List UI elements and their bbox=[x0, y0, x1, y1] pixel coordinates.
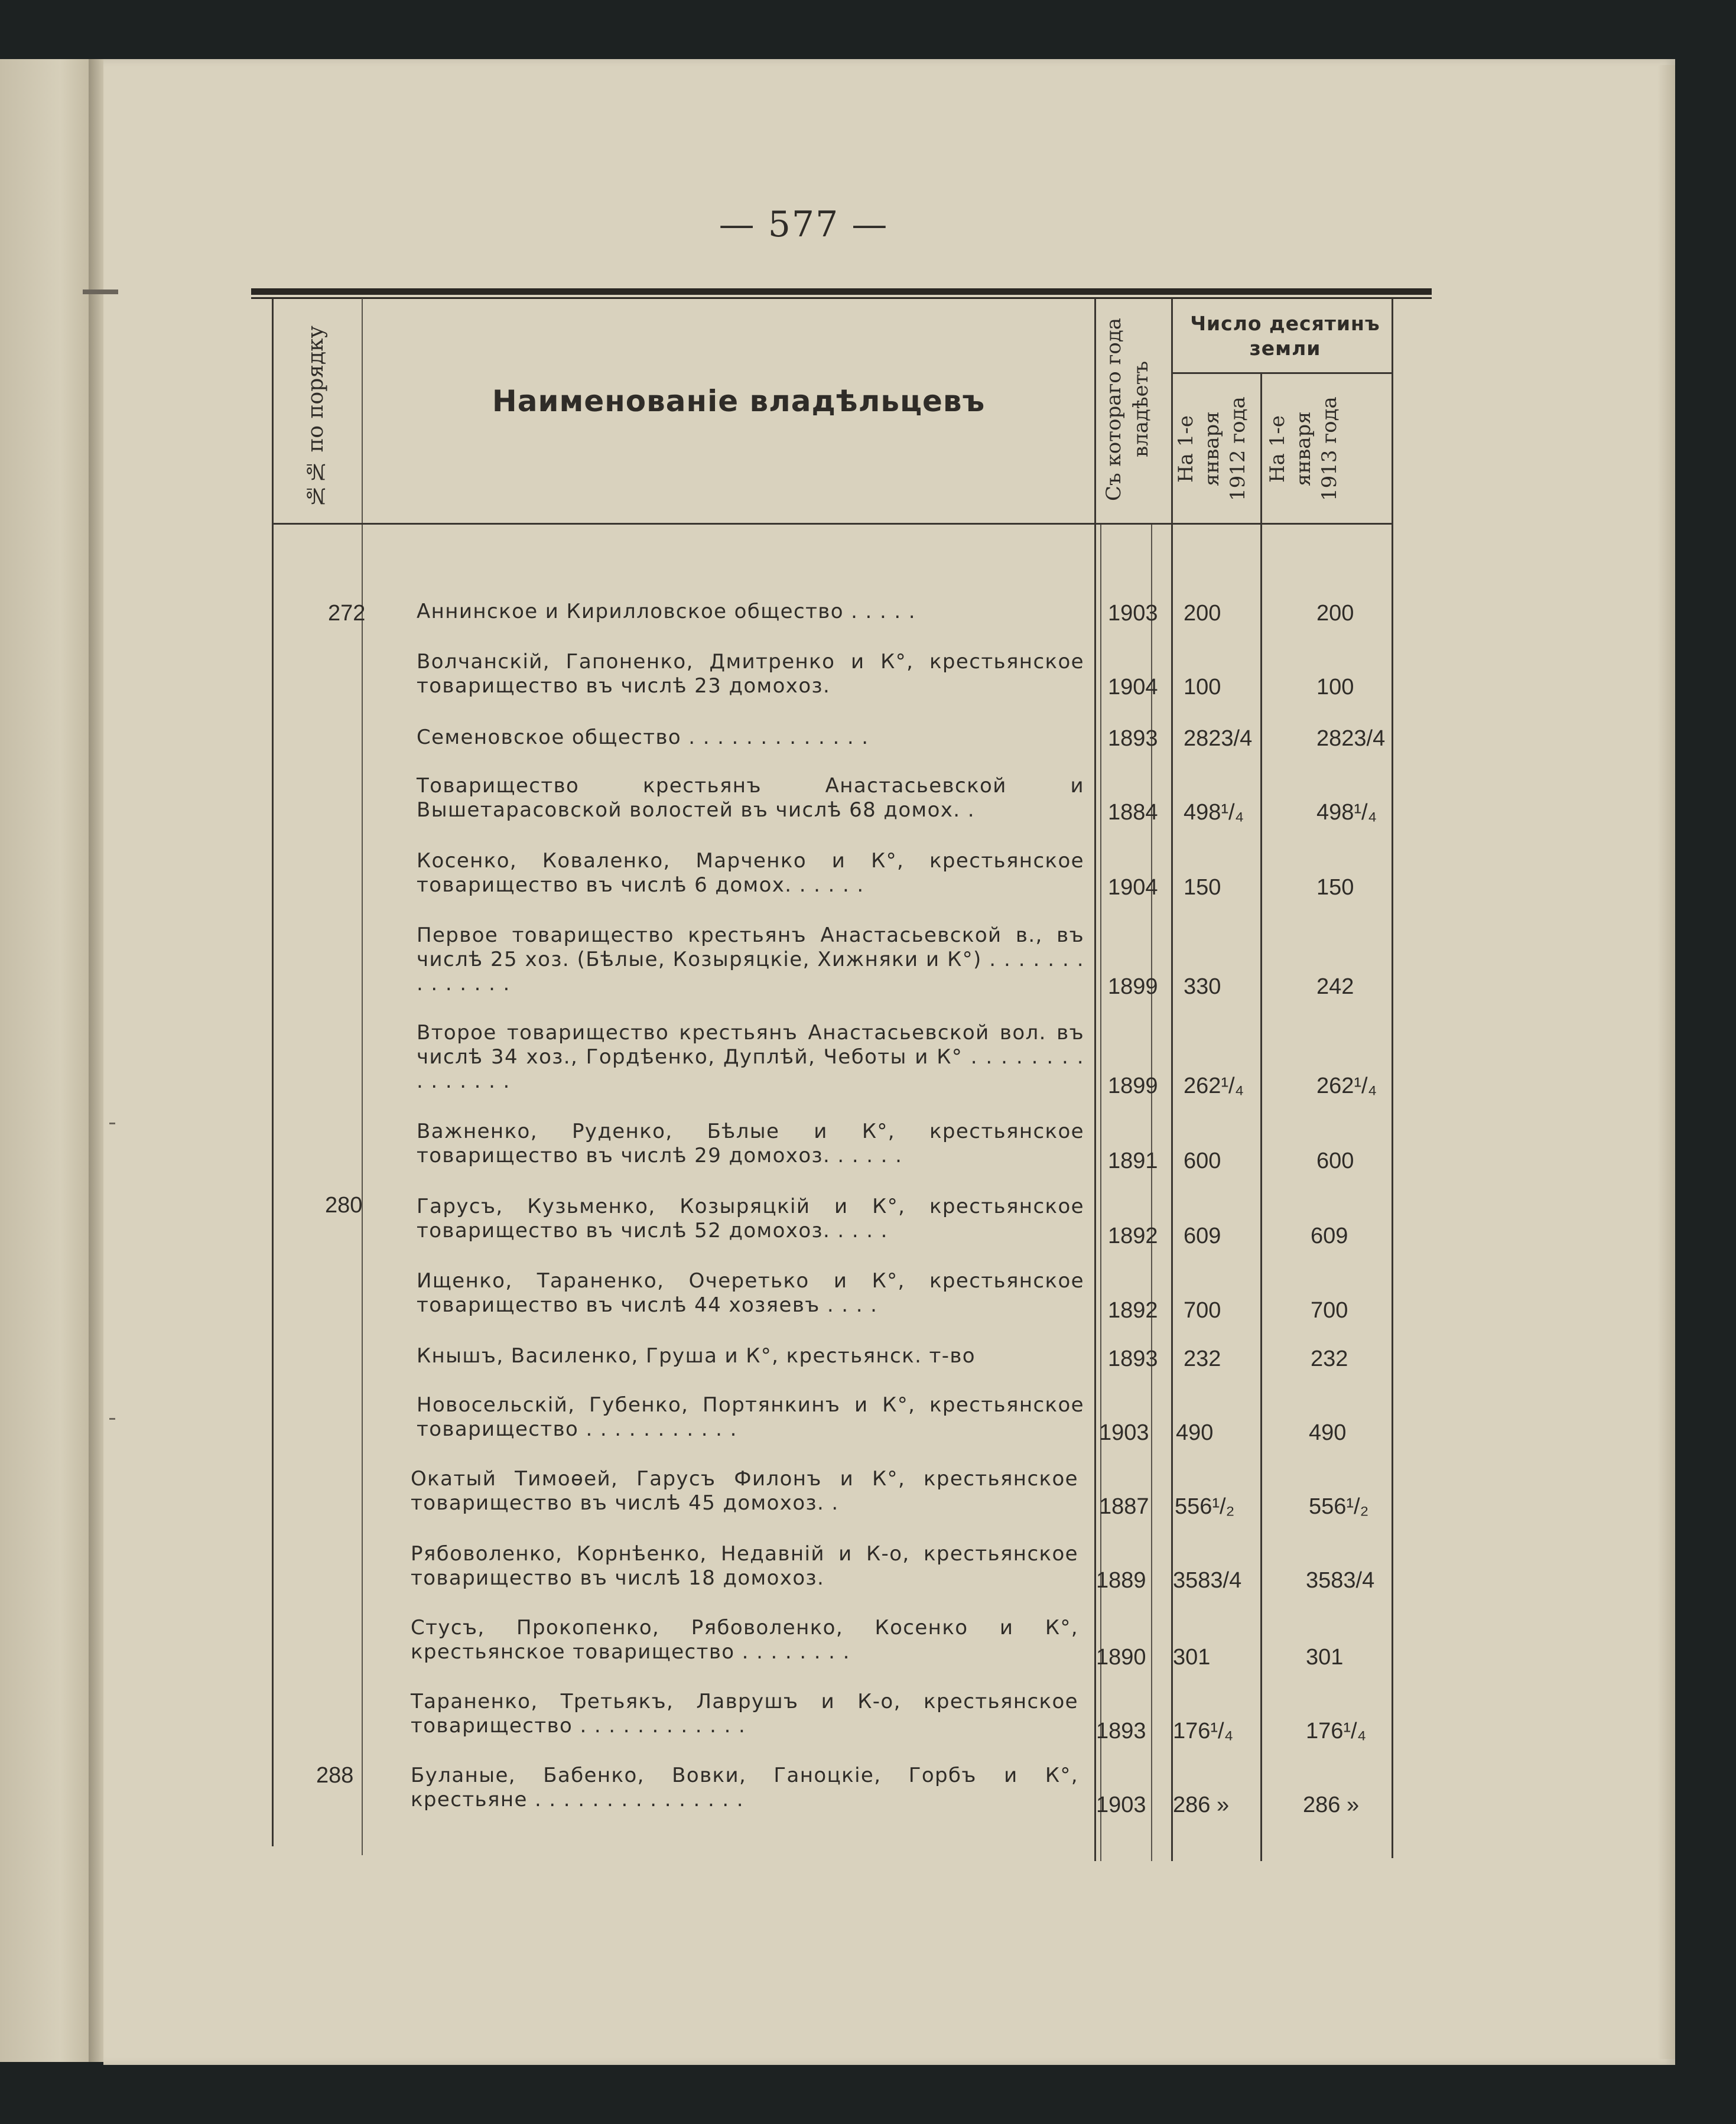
land-1912: 700 bbox=[1184, 1298, 1221, 1323]
land-1913: 242 bbox=[1316, 974, 1354, 999]
owner-name: Новосельскій, Губенко, Портянкинъ и К°, крестьянское товарищество . . . . . . . . . . . bbox=[417, 1393, 1084, 1441]
owner-name: Семеновское общество . . . . . . . . . . . . . bbox=[417, 726, 869, 749]
binding-mark bbox=[83, 290, 118, 294]
table-right-border bbox=[1392, 298, 1393, 1858]
since-year: 1903 bbox=[1096, 1793, 1146, 1817]
land-1912: 600 bbox=[1184, 1149, 1221, 1173]
land-1913: 100 bbox=[1316, 675, 1354, 700]
land-1912: 200 bbox=[1184, 601, 1221, 626]
since-year: 1904 bbox=[1108, 875, 1158, 900]
owner-name: Важненко, Руденко, Бѣлые и К°, крестьянское товарищество въ числѣ 29 домохоз. . . . . . bbox=[417, 1120, 1084, 1167]
page-number: — 577 — bbox=[719, 204, 889, 245]
owner-name: Рябоволенко, Корнѣенко, Недавній и К-о, крестьянское товарищество въ числѣ 18 домохоз. bbox=[411, 1542, 1078, 1590]
land-1913: 556¹/₂ bbox=[1309, 1494, 1369, 1519]
since-year: 1892 bbox=[1108, 1224, 1158, 1248]
row-number: 280 bbox=[325, 1193, 363, 1218]
since-year: 1899 bbox=[1108, 974, 1158, 999]
land-1913: 609 bbox=[1311, 1224, 1348, 1248]
column-rule-name bbox=[1094, 298, 1096, 1861]
land-1912: 286 » bbox=[1173, 1793, 1230, 1817]
land-1913: 176¹/₄ bbox=[1306, 1719, 1367, 1744]
page-edge bbox=[1657, 65, 1675, 2059]
land-1913: 490 bbox=[1309, 1420, 1347, 1445]
land-1912: 3583/4 bbox=[1173, 1568, 1242, 1593]
table-top-rule-thin bbox=[251, 297, 1432, 299]
row-number: 272 bbox=[328, 601, 366, 626]
land-1913: 286 » bbox=[1303, 1793, 1360, 1817]
since-year: 1893 bbox=[1096, 1719, 1146, 1744]
land-1913: 700 bbox=[1311, 1298, 1348, 1323]
land-1912: 176¹/₄ bbox=[1173, 1719, 1234, 1744]
since-year: 1903 bbox=[1108, 601, 1158, 626]
owner-name: Косенко, Коваленко, Марченко и К°, крестьянское товарищество въ числѣ 6 домох. . . . . . bbox=[417, 849, 1084, 897]
owner-name: Буланые, Бабенко, Вовки, Ганоцкіе, Горбъ и К°, крестьяне . . . . . . . . . . . . . . . bbox=[411, 1764, 1078, 1811]
land-1912: 262¹/₄ bbox=[1184, 1074, 1244, 1098]
owner-name: Второе товарищество крестьянъ Анастасьевской вол. въ числѣ 34 хоз., Гордѣенко, Дуплѣй, Чеботы и К° . . . . . . . . . . . . . . . bbox=[417, 1021, 1084, 1093]
land-1913: 301 bbox=[1306, 1645, 1344, 1670]
land-1912: 150 bbox=[1184, 875, 1221, 900]
owner-name: Товарищество крестьянъ Анастасьевской и Вышетарасовской волостей въ числѣ 68 домох. . bbox=[417, 774, 1084, 822]
header-order-number: №№ по порядку bbox=[304, 326, 328, 508]
land-1913: 498¹/₄ bbox=[1316, 800, 1377, 825]
margin-mark bbox=[109, 1418, 115, 1420]
owner-name: Кнышъ, Василенко, Груша и К°, крестьянск. т-во bbox=[417, 1344, 976, 1368]
table-top-rule bbox=[251, 288, 1432, 295]
land-1912: 232 bbox=[1184, 1346, 1221, 1371]
land-1912: 609 bbox=[1184, 1224, 1221, 1248]
since-year: 1890 bbox=[1096, 1645, 1146, 1670]
owner-name: Стусъ, Прокопенко, Рябоволенко, Косенко и К°, крестьянское товарищество . . . . . . . . bbox=[411, 1616, 1078, 1664]
header-land-group: Число десятинъ земли bbox=[1190, 312, 1380, 360]
owner-name: Тараненко, Третьякъ, Лаврушъ и К-о, крестьянское товарищество . . . . . . . . . . . . bbox=[411, 1690, 1078, 1738]
land-1912: 498¹/₄ bbox=[1184, 800, 1244, 825]
header-group-rule bbox=[1171, 372, 1393, 374]
owner-name: Окатый Тимоѳей, Гарусъ Филонъ и К°, крестьянское товарищество въ числѣ 45 домохоз. . bbox=[411, 1467, 1078, 1515]
column-rule-year-double bbox=[1151, 523, 1152, 1861]
column-rule-number bbox=[362, 298, 363, 1855]
land-1912: 301 bbox=[1173, 1645, 1211, 1670]
land-1912: 100 bbox=[1184, 675, 1221, 700]
header-owner-name: Наименованіе владѣльцевъ bbox=[492, 384, 986, 418]
since-year: 1903 bbox=[1099, 1420, 1149, 1445]
since-year: 1892 bbox=[1108, 1298, 1158, 1323]
land-1913: 150 bbox=[1316, 875, 1354, 900]
since-year: 1893 bbox=[1108, 726, 1158, 751]
land-1913: 200 bbox=[1316, 601, 1354, 626]
owner-name: Гарусъ, Кузьменко, Козыряцкій и К°, крестьянское товарищество въ числѣ 52 домохоз. . . . . bbox=[417, 1195, 1084, 1242]
owner-name: Аннинское и Кирилловское общество . . . . . bbox=[417, 600, 916, 623]
since-year: 1899 bbox=[1108, 1074, 1158, 1098]
column-rule-year bbox=[1171, 298, 1173, 1861]
land-1913: 3583/4 bbox=[1306, 1568, 1375, 1593]
header-since-year: Съ котораго года владѣетъ bbox=[1102, 317, 1153, 501]
margin-mark bbox=[109, 1123, 115, 1124]
column-rule-1912 bbox=[1260, 372, 1262, 1861]
land-1913: 232 bbox=[1311, 1346, 1348, 1371]
land-1912: 490 bbox=[1176, 1420, 1214, 1445]
since-year: 1889 bbox=[1096, 1568, 1146, 1593]
land-1912: 556¹/₂ bbox=[1175, 1494, 1235, 1519]
since-year: 1887 bbox=[1099, 1494, 1149, 1519]
since-year: 1904 bbox=[1108, 675, 1158, 700]
header-land-1912: На 1-е января 1912 года bbox=[1174, 396, 1250, 502]
row-number: 288 bbox=[316, 1763, 354, 1788]
table-left-border bbox=[272, 298, 274, 1846]
since-year: 1891 bbox=[1108, 1149, 1158, 1173]
owner-name: Волчанскій, Гапоненко, Дмитренко и К°, крестьянское товарищество въ числѣ 23 домохоз. bbox=[417, 650, 1084, 698]
owner-name: Первое товарищество крестьянъ Анастасьевской в., въ числѣ 25 хоз. (Бѣлые, Козыряцкіе, Хижняки и К°) . . . . . . . . . . . . . . bbox=[417, 923, 1084, 996]
land-1913: 600 bbox=[1316, 1149, 1354, 1173]
header-bottom-rule bbox=[272, 523, 1393, 525]
left-page-edge bbox=[0, 59, 100, 2062]
since-year: 1884 bbox=[1108, 800, 1158, 825]
land-1913: 262¹/₄ bbox=[1316, 1074, 1377, 1098]
land-1913: 2823/4 bbox=[1316, 726, 1386, 751]
owner-name: Ищенко, Тараненко, Очеретько и К°, крестьянское товарищество въ числѣ 44 хозяевъ . . . . bbox=[417, 1269, 1084, 1317]
since-year: 1893 bbox=[1108, 1346, 1158, 1371]
land-1912: 330 bbox=[1184, 974, 1221, 999]
header-land-1913: На 1-е января 1913 года bbox=[1266, 396, 1341, 502]
land-1912: 2823/4 bbox=[1184, 726, 1253, 751]
